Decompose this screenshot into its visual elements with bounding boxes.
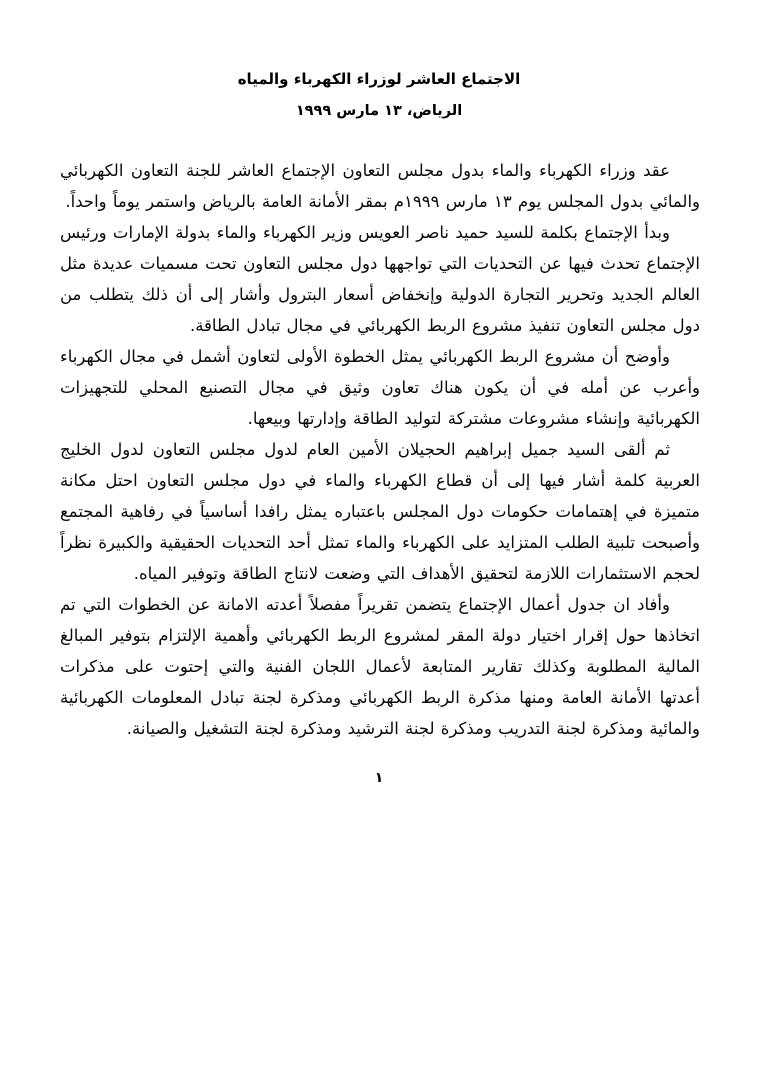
paragraph-agenda-report: وأفاد ان جدول أعمال الإجتماع يتضمن تقريراً مفصلاً أعدته الامانة عن الخطوات التي تم اتخاذها حول إقرار اختيار دولة المقر لمشروع الربط الكهربائي وأهمية الإلتزام بتوفير المبالغ المالية المطلوبة وكذلك تقارير المتابعة لأعمال اللجان الفنية والتي إحتوت على مذكرات أعدتها الأمانة العامة ومنها مذكرة الربط الكهربائي ومذكرة لجنة تبادل المعلومات الكهربائية والمائية ومذكرة لجنة التدريب ومذكرة لجنة الترشيد ومذكرة لجنة التشغيل والصيانة. [60,595,700,738]
paragraph-interconnection-project: وأوضح أن مشروع الربط الكهربائي يمثل الخطوة الأولى لتعاون أشمل في مجال الكهرباء وأعرب عن أمله في أن يكون هناك تعاون وثيق في مجال التصنيع المحلي للتجهيزات الكهربائية وإنشاء مشروعات مشتركة لتوليد الطاقة وإدارتها وبيعها. [60,347,700,428]
paragraph-secretary-general-speech: ثم ألقى السيد جميل إبراهيم الحجيلان الأمين العام لدول مجلس التعاون لدول الخليج العربية كلمة أشار فيها إلى أن قطاع الكهرباء والماء في دول مجلس التعاون احتل مكانة متميزة في إهتمامات حكومات دول المجلس باعتباره يمثل رافدا أساسياً في رفاهية المجتمع وأصبحت تلبية الطلب المتزايد على الكهرباء والماء تمثل أحد التحديات الحقيقية والكبيرة نظراً لحجم الاستثمارات اللازمة لتحقيق الأهداف التي وضعت لانتاج الطاقة وتوفير المياه. [60,440,700,583]
paragraph-meeting-held: عقد وزراء الكهرباء والماء بدول مجلس التعاون الإجتماع العاشر للجنة التعاون الكهربائي والمائي بدول المجلس يوم ١٣ مارس ١٩٩٩م بمقر الأمانة العامة بالرياض واستمر يوماً واحداً. [60,161,700,211]
document-body [60,155,700,744]
document-header [0,0,758,119]
document-subtitle-date: الرياض، ١٣ مارس ١٩٩٩ [295,103,463,119]
page-number: ١ [374,770,384,786]
document-title: الاجتماع العاشر لوزراء الكهرباء والمياه [237,70,521,88]
paragraph-opening-speech: وبدأ الإجتماع بكلمة للسيد حميد ناصر العويس وزير الكهرباء والماء بدولة الإمارات ورئيس الإجتماع تحدث فيها عن التحديات التي تواجهها دول مجلس التعاون تحت مسميات عديدة مثل العالم الجديد وتحرير التجارة الدولية وإنخفاض أسعار البترول وأشار إلى أن ذلك يتطلب من دول مجلس التعاون تنفيذ مشروع الربط الكهربائي في مجال تبادل الطاقة. [60,223,700,335]
